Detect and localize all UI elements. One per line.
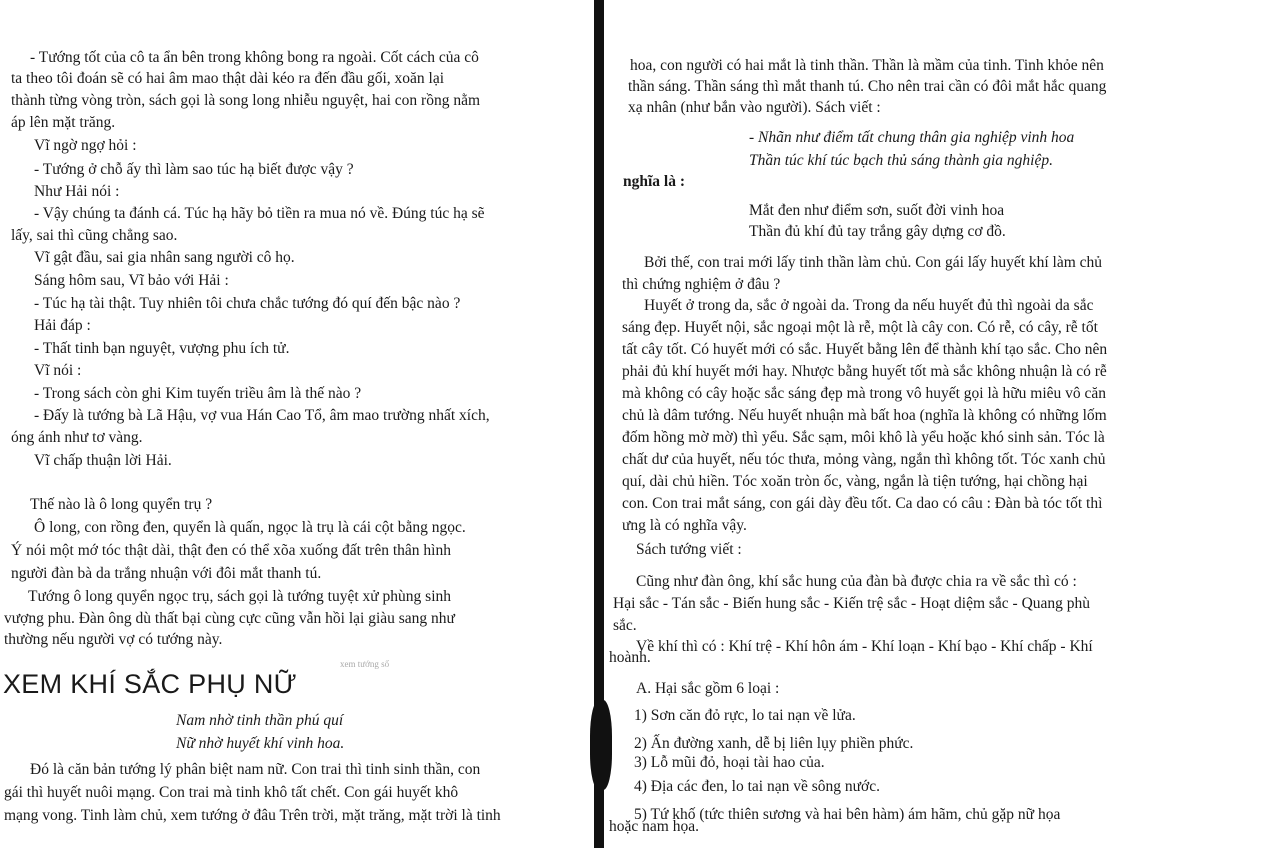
body-line: - Vậy chúng ta đánh cá. Túc hạ hãy bỏ tiền ra mua nó về. Đúng túc hạ sẽ	[34, 205, 485, 222]
body-line: Vĩ chấp thuận lời Hải.	[34, 452, 172, 469]
body-line: Ý nói một mớ tóc thật dài, thật đen có thể xõa xuống đất trên thân hình	[11, 542, 451, 559]
verse-line: Mắt đen như điểm sơn, suốt đời vinh hoa	[749, 202, 1005, 219]
left-page	[0, 0, 600, 848]
body-line: Bởi thế, con trai mới lấy tinh thần làm chủ. Con gái lấy huyết khí làm chủ	[644, 254, 1103, 271]
list-item: 3) Lỗ mũi đỏ, hoại tài hao của.	[634, 754, 825, 771]
list-item: 2) Ấn đường xanh, dễ bị liên lụy phiền phức.	[634, 735, 914, 752]
body-line: - Thất tinh bạn nguyệt, vượng phu ích tử.	[34, 340, 290, 357]
body-line: mạng vong. Tinh làm chủ, xem tướng ở đâu Trên trời, mặt trăng, mặt trời là tinh	[4, 807, 501, 824]
body-line: Như Hải nói :	[34, 183, 120, 200]
label-line: nghĩa là :	[623, 173, 686, 190]
body-line: - Đấy là tướng bà Lã Hậu, vợ vua Hán Cao Tổ, âm mao trường nhất xích,	[34, 407, 490, 424]
body-line: ta theo tôi đoán sẽ có hai âm mao thật dài kéo ra đến đầu gối, xoăn lại	[11, 70, 445, 87]
body-line: xạ nhân (như bắn vào người). Sách viết :	[628, 99, 881, 116]
body-line: người đàn bà da trắng nhuận với đôi mắt thanh tú.	[11, 565, 322, 582]
body-line: Vĩ gật đầu, sai gia nhân sang người cô họ.	[34, 249, 295, 266]
section-question: Thế nào là ô long quyển trụ ?	[30, 496, 213, 513]
body-line: ưng là có nghĩa vậy.	[622, 517, 747, 534]
body-line: Sách tướng viết :	[636, 541, 742, 558]
body-line: chất dư của huyết, nếu tóc thưa, mỏng vàng, ngắn thì không tốt. Tóc xanh chủ	[622, 451, 1106, 468]
body-line: Ô long, con rồng đen, quyển là quấn, ngọc là trụ là cái cột bằng ngọc.	[34, 519, 466, 536]
body-line: tất cây tốt. Có huyết mới có sắc. Huyết bằng lên để thành khí tạo sắc. Cho nên	[622, 341, 1108, 358]
list-item: 1) Sơn căn đỏ rực, lo tai nạn về lửa.	[634, 707, 856, 724]
epigraph-line: Nam nhờ tinh thần phú quí	[176, 712, 344, 729]
body-line: thường nếu người vợ có tướng này.	[4, 631, 223, 648]
body-line: lấy, sai thì cũng chẳng sao.	[11, 227, 178, 244]
body-line: hoa, con người có hai mắt là tinh thần. Thần là mầm của tinh. Tinh khỏe nên	[630, 57, 1104, 74]
body-line: vượng phu. Đàn ông dù thất bại cùng cực cũng vẫn hồi lại giàu sang như	[4, 610, 455, 627]
body-line: - Túc hạ tài thật. Tuy nhiên tôi chưa chắc tướng đó quí đến bậc nào ?	[34, 295, 461, 312]
body-line: Hải đáp :	[34, 317, 91, 334]
verse-line: Thần đủ khí đủ tay trắng gây dựng cơ đồ.	[749, 223, 1006, 240]
list-item: 4) Địa các đen, lo tai nạn về sông nước.	[634, 778, 881, 795]
body-line: con. Con trai mắt sáng, con gái dày đều tốt. Ca dao có câu : Đàn bà tóc tốt thì	[622, 495, 1103, 512]
body-line: Vĩ ngờ ngợ hỏi :	[34, 137, 137, 154]
list-heading: A. Hại sắc gồm 6 loại :	[636, 680, 780, 697]
body-line: Sáng hôm sau, Vĩ bảo với Hải :	[34, 272, 229, 289]
body-line: hoành.	[609, 649, 651, 666]
quote-line: - Nhãn như điểm tất chung thân gia nghiệp vinh hoa	[749, 129, 1075, 146]
epigraph-line: Nữ nhờ huyết khí vinh hoa.	[176, 735, 345, 752]
body-line: phải đủ khí huyết mới hay. Nhược bằng huyết tốt mà sắc không nhuận là có rễ	[622, 363, 1107, 380]
body-line: mà không có cây hoặc sắc sáng đẹp mà trong vô huyết gọi là hữu miêu vô căn	[622, 385, 1107, 402]
body-line: đốm hồng mờ mờ) thì yểu. Sắc sạm, môi khô là yểu hoặc khó sinh sản. Tóc là	[622, 429, 1105, 446]
body-line: óng ánh như tơ vàng.	[11, 429, 143, 446]
body-line: - Tướng tốt của cô ta ẩn bên trong không bong ra ngoài. Cốt cách của cô	[30, 49, 479, 66]
body-line: - Tướng ở chỗ ấy thì làm sao túc hạ biết được vậy ?	[34, 161, 354, 178]
faint-watermark-text: xem tướng số	[340, 659, 390, 669]
list-item: 5) Tứ khố (tức thiên sương và hai bên hàm) ám hãm, chủ gặp nữ họa	[634, 806, 1061, 823]
body-line: gái thì huyết nuôi mạng. Con trai mà tinh khô tất chết. Con gái huyết khô	[4, 784, 459, 801]
body-line: Đó là căn bản tướng lý phân biệt nam nữ. Con trai thì tinh sinh thần, con	[30, 761, 481, 778]
body-line: thành từng vòng tròn, sách gọi là song long nhiễu nguyệt, hai con rồng nằm	[11, 92, 481, 109]
body-line: Hại sắc - Tán sắc - Biến hung sắc - Kiến trệ sắc - Hoạt diệm sắc - Quang phù	[613, 595, 1091, 612]
body-line: Về khí thì có : Khí trệ - Khí hôn ám - Khí loạn - Khí bạo - Khí chấp - Khí	[636, 638, 1093, 655]
list-item: hoặc nam họa.	[609, 818, 699, 835]
body-line: Huyết ở trong da, sắc ở ngoài da. Trong da nếu huyết đủ thì ngoài da sắc	[644, 297, 1094, 314]
quote-line: Thần túc khí túc bạch thủ sáng thành gia nghiệp.	[749, 152, 1053, 169]
body-line: quí, dài chủ hiền. Tóc xoăn tròn ốc, vàng, ngắn là tiện tướng, hại chồng hại	[622, 473, 1088, 490]
body-line: sáng đẹp. Huyết nội, sắc ngoại một là rễ, một là cây con. Có rễ, có cây, rễ tốt	[622, 319, 1098, 336]
section-heading: XEM KHÍ SẮC PHỤ NỮ	[3, 669, 298, 699]
body-line: chủ là dâm tướng. Nếu huyết nhuận mà bất hoa (nghĩa là không có những lốm	[622, 407, 1107, 424]
body-line: thì chứng nghiệm ở đâu ?	[622, 276, 781, 293]
body-line: Vĩ nói :	[34, 362, 82, 379]
body-line: - Trong sách còn ghi Kim tuyến triều âm là thế nào ?	[34, 385, 362, 402]
body-line: Cũng như đàn ông, khí sắc hung của đàn bà được chia ra về sắc thì có :	[636, 573, 1077, 590]
body-line: sắc.	[613, 617, 637, 634]
body-line: Tướng ô long quyển ngọc trụ, sách gọi là tướng tuyệt xử phùng sinh	[28, 588, 452, 605]
body-line: áp lên mặt trăng.	[11, 114, 116, 131]
body-line: thần sáng. Thần sáng thì mắt thanh tú. Cho nên trai cần có đôi mắt hắc quang	[628, 78, 1107, 95]
right-page	[603, 0, 1280, 848]
